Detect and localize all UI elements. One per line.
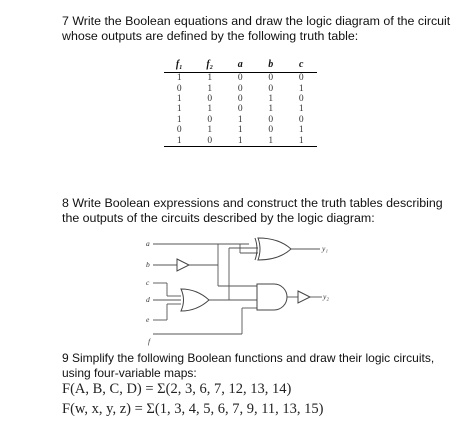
table-cell: 0 <box>237 73 243 84</box>
table-cell: 1 <box>256 135 287 146</box>
equation-2: F(w, x, y, z) = Σ(1, 3, 4, 5, 6, 7, 9, 11, 13, 15) <box>62 401 324 417</box>
input-label-b: b <box>146 260 150 269</box>
table-cell: 1 <box>176 93 182 104</box>
table-cell: 1 <box>176 73 182 84</box>
header-b: b <box>256 57 287 73</box>
input-label-e: e <box>146 315 150 324</box>
input-label-f: f <box>148 337 151 346</box>
table-cell: 0 <box>268 83 274 94</box>
input-label-a: a <box>146 239 150 248</box>
question-9-text: 9 Simplify the following Boolean functions and draw their logic circuits, using four-variable maps: <box>62 351 435 380</box>
table-cell: 0 <box>268 125 274 136</box>
table-cell: 0 <box>298 114 304 125</box>
table-cell: 0 <box>268 73 274 84</box>
table-cell: 0 <box>237 104 243 115</box>
table-cell: 1 <box>164 135 195 146</box>
table-cell: 0 <box>207 114 213 125</box>
buffer-gate-output <box>298 291 310 303</box>
table-cell: 0 <box>176 125 182 136</box>
table-cell: 1 <box>207 125 213 136</box>
table-cell: 0 <box>298 93 304 104</box>
table-cell: 1 <box>237 125 243 136</box>
question-8-text: 8 Write Boolean expressions and construct the truth tables describing the outputs of the circuits described by the logic diagram: <box>62 196 443 225</box>
buffer-gate-b <box>177 259 189 271</box>
table-cell: 1 <box>298 83 304 94</box>
table-cell: 1 <box>268 93 274 104</box>
table-cell: 0 <box>176 83 182 94</box>
header-f2: f₂ <box>195 57 226 73</box>
header-f1: f₁ <box>164 57 195 73</box>
header-a: a <box>225 57 256 73</box>
table-cell: 1 <box>237 114 243 125</box>
equation-1: F(A, B, C, D) = Σ(2, 3, 6, 7, 12, 13, 14) <box>62 381 292 397</box>
table-cell: 1 <box>225 135 256 146</box>
table-cell: 1 <box>268 104 274 115</box>
table-cell: 1 <box>207 73 213 84</box>
table-cell: 1 <box>176 114 182 125</box>
output-label-y2: y₂ <box>323 292 329 301</box>
output-label-y1: y₁ <box>322 244 328 253</box>
table-cell: 1 <box>207 83 213 94</box>
table-cell: 1 <box>286 135 317 146</box>
table-cell: 0 <box>207 93 213 104</box>
table-cell: 1 <box>207 104 213 115</box>
table-cell: 0 <box>298 73 304 84</box>
table-cell: 0 <box>195 135 226 146</box>
or-gate <box>181 289 209 311</box>
table-cell: 1 <box>298 125 304 136</box>
input-label-d: d <box>146 295 150 304</box>
input-label-c: c <box>146 278 150 287</box>
table-cell: 0 <box>237 83 243 94</box>
xor-gate <box>255 238 291 260</box>
and-gate <box>257 284 287 310</box>
question-7-text: 7 Write the Boolean equations and draw the logic diagram of the circuit whose outputs are defined by the following truth table: <box>62 14 451 43</box>
table-cell: 0 <box>268 114 274 125</box>
table-cell: 1 <box>298 104 304 115</box>
header-c: c <box>286 57 317 73</box>
table-cell: 1 <box>176 104 182 115</box>
table-cell: 0 <box>237 93 243 104</box>
